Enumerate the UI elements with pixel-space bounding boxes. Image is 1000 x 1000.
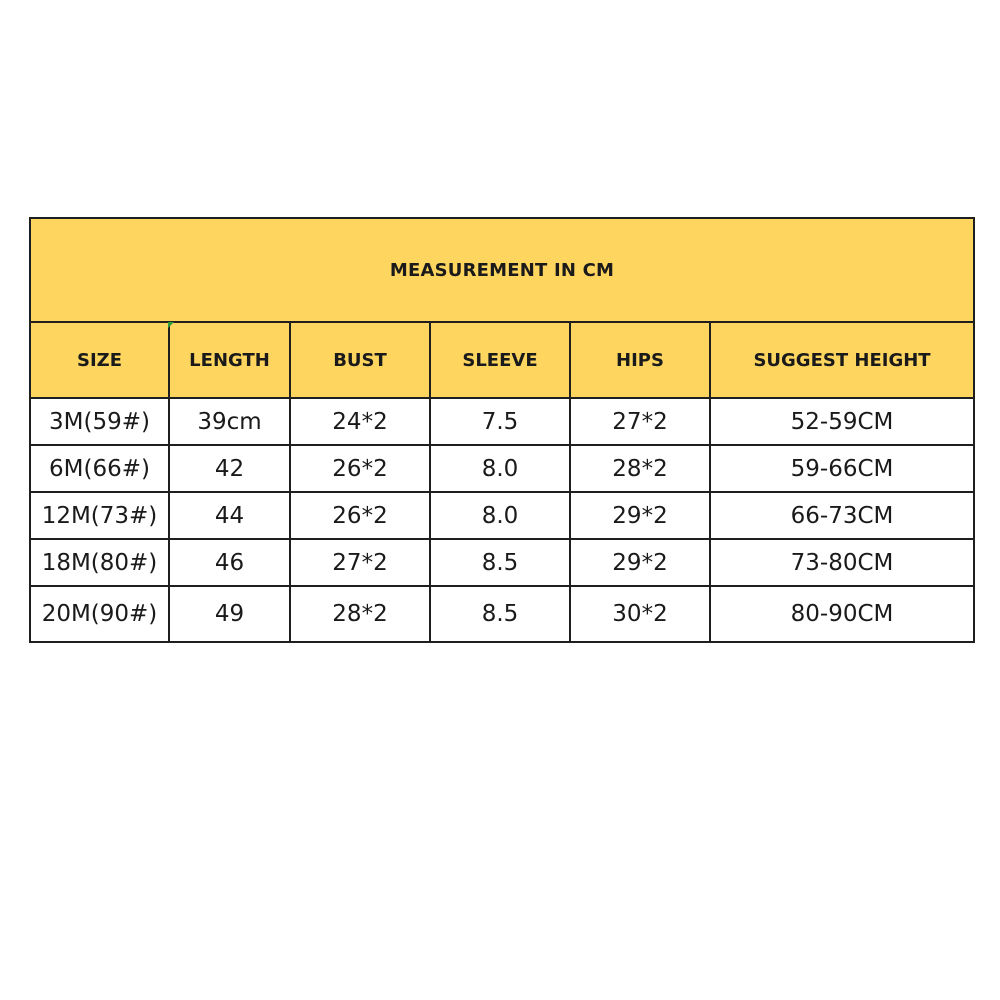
cell-size: 12M(73#) (30, 492, 169, 539)
cell-suggest-height: 73-80CM (710, 539, 974, 586)
header-length: LENGTH (169, 322, 290, 398)
cell-size: 6M(66#) (30, 445, 169, 492)
cell-size: 3M(59#) (30, 398, 169, 445)
title-row (30, 218, 974, 322)
table-row (30, 398, 974, 445)
header-hips: HIPS (570, 322, 710, 398)
cell-sleeve: 8.5 (430, 539, 570, 586)
cell-hips: 28*2 (570, 445, 710, 492)
table-row (30, 539, 974, 586)
table-row (30, 586, 974, 642)
cell-hips: 29*2 (570, 539, 710, 586)
cell-length: 42 (169, 445, 290, 492)
header-suggest-height: SUGGEST HEIGHT (710, 322, 974, 398)
header-size: SIZE (30, 322, 169, 398)
cell-length: 49 (169, 586, 290, 642)
cell-bust: 26*2 (290, 445, 430, 492)
cell-size: 18M(80#) (30, 539, 169, 586)
cell-bust: 26*2 (290, 492, 430, 539)
cell-suggest-height: 59-66CM (710, 445, 974, 492)
cell-suggest-height: 52-59CM (710, 398, 974, 445)
cell-sleeve: 8.0 (430, 492, 570, 539)
header-bust: BUST (290, 322, 430, 398)
cell-length: 44 (169, 492, 290, 539)
table-title: MEASUREMENT IN CM (30, 218, 974, 322)
cell-suggest-height: 80-90CM (710, 586, 974, 642)
cell-suggest-height: 66-73CM (710, 492, 974, 539)
cell-sleeve: 8.5 (430, 586, 570, 642)
cell-hips: 27*2 (570, 398, 710, 445)
cell-hips: 29*2 (570, 492, 710, 539)
size-chart-table (29, 217, 975, 643)
cell-hips: 30*2 (570, 586, 710, 642)
header-row (30, 322, 974, 398)
cell-size: 20M(90#) (30, 586, 169, 642)
table-row (30, 445, 974, 492)
cell-length: 46 (169, 539, 290, 586)
header-sleeve: SLEEVE (430, 322, 570, 398)
cell-bust: 24*2 (290, 398, 430, 445)
cell-sleeve: 8.0 (430, 445, 570, 492)
cell-bust: 27*2 (290, 539, 430, 586)
cell-comment-marker (168, 322, 174, 328)
cell-bust: 28*2 (290, 586, 430, 642)
cell-length: 39cm (169, 398, 290, 445)
cell-sleeve: 7.5 (430, 398, 570, 445)
table-row (30, 492, 974, 539)
